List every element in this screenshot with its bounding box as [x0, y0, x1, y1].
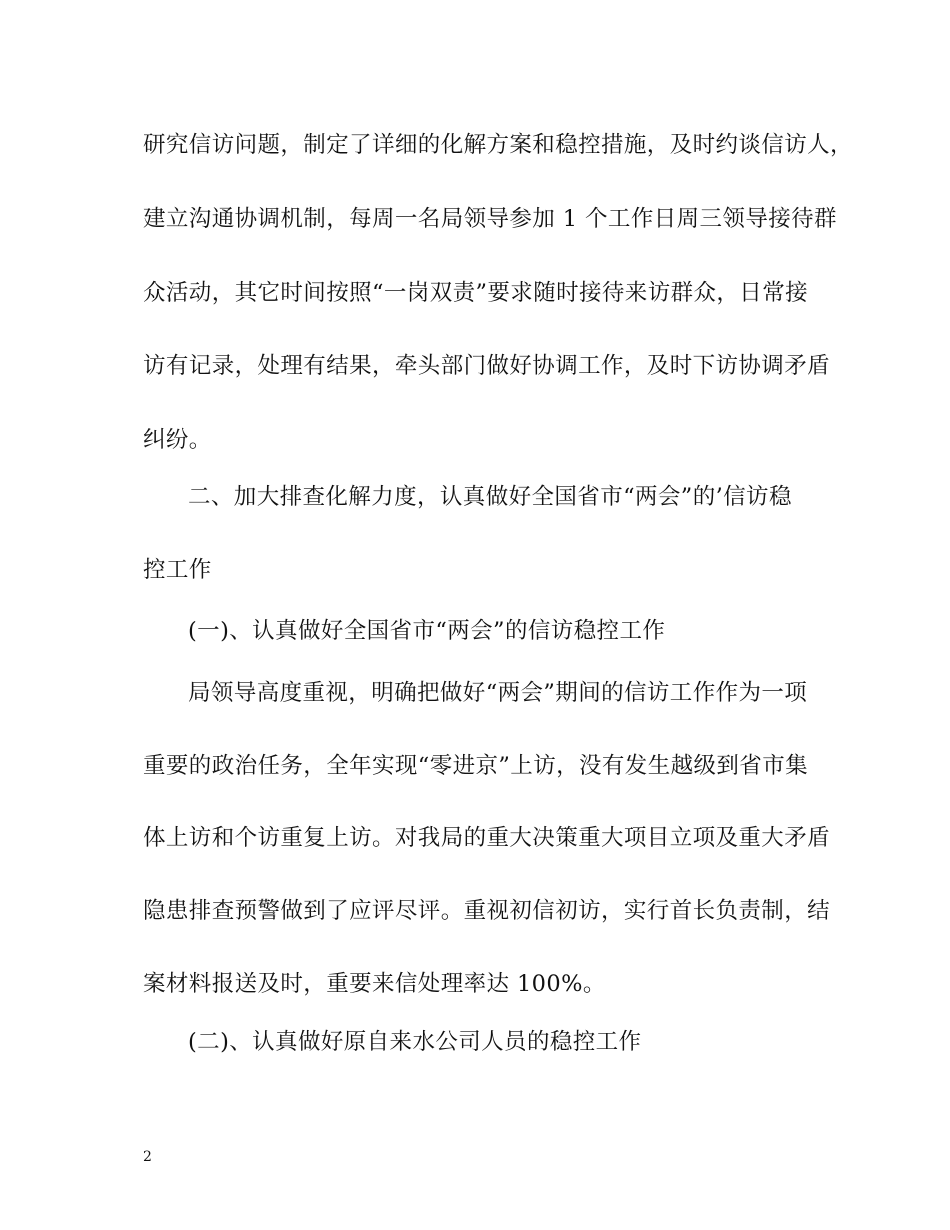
text-line: 建立沟通协调机制，每周一名局领导参加 1 个工作日周三领导接待群: [143, 206, 837, 232]
paragraph-start: 局领导高度重视，明确把做好“两会”期间的信访工作作为一项: [188, 680, 808, 706]
text-line: 研究信访问题，制定了详细的化解方案和稳控措施，及时约谈信访人，: [143, 132, 853, 158]
text-line: 隐患排查预警做到了应评尽评。重视初信初访，实行首长负责制，结: [143, 898, 831, 924]
subsection-heading: (二)、认真做好原自来水公司人员的稳控工作: [188, 1029, 642, 1055]
section-heading: 二、加大排查化解力度，认真做好全国省市“两会”的’信访稳: [188, 484, 792, 510]
section-heading-continuation: 控工作: [143, 557, 212, 583]
subsection-heading: (一)、认真做好全国省市“两会”的信访稳控工作: [188, 618, 666, 644]
text-line: 重要的政治任务，全年实现“零进京”上访，没有发生越级到省市集: [143, 753, 809, 779]
text-line: 访有记录，处理有结果，牵头部门做好协调工作，及时下访协调矛盾: [143, 353, 831, 379]
text-line: 纠纷。: [143, 427, 212, 453]
text-line: 案材料报送及时，重要来信处理率达 100%。: [143, 971, 606, 997]
page-number: 2: [143, 1149, 152, 1165]
text-line: 众活动，其它时间按照“一岗双责”要求随时接待来访群众，日常接: [143, 280, 809, 306]
text-line: 体上访和个访重复上访。对我局的重大决策重大项目立项及重大矛盾: [143, 825, 831, 851]
